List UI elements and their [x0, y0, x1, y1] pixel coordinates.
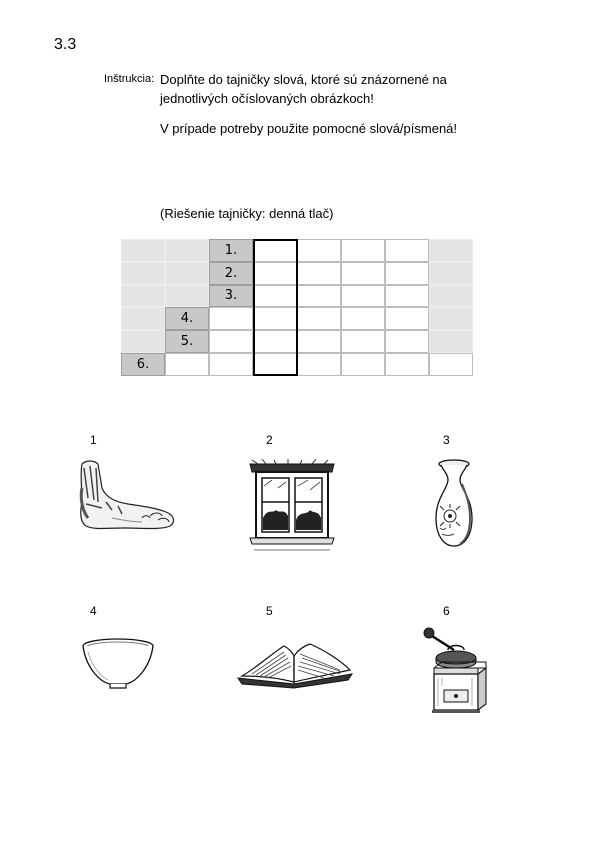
answer-cell[interactable] — [165, 353, 209, 376]
grid-shade-cell — [121, 262, 165, 285]
clue-number-5: 5. — [165, 330, 209, 353]
grid-shade-cell — [121, 285, 165, 308]
answer-cell[interactable] — [297, 239, 341, 262]
answer-cell[interactable] — [253, 330, 297, 353]
instruction-line-2: jednotlivých očíslovaných obrázkoch! — [160, 91, 374, 106]
grid-shade-cell — [429, 330, 473, 353]
answer-cell[interactable] — [209, 307, 253, 330]
answer-cell[interactable] — [341, 262, 385, 285]
answer-cell[interactable] — [385, 307, 429, 330]
answer-cell[interactable] — [297, 307, 341, 330]
clue-number-4: 4. — [165, 307, 209, 330]
instruction-line-3: V prípade potreby použite pomocné slová/písmená! — [160, 121, 458, 136]
clue-number-3: 3. — [209, 285, 253, 308]
grid-shade-cell — [165, 262, 209, 285]
clue-number-6: 6. — [121, 353, 165, 376]
picture-number-5: 5 — [266, 604, 273, 618]
answer-cell[interactable] — [253, 353, 297, 376]
answer-cell[interactable] — [385, 330, 429, 353]
grid-shade-cell — [121, 239, 165, 262]
grid-shade-cell — [165, 285, 209, 308]
instruction-line-1: Doplňte do tajničky slová, ktoré sú znázornené na — [160, 72, 447, 87]
answer-cell[interactable] — [341, 285, 385, 308]
answer-cell[interactable] — [341, 353, 385, 376]
vase-icon — [432, 458, 476, 550]
open-book-icon — [236, 640, 354, 688]
grid-shade-cell — [429, 285, 473, 308]
answer-cell[interactable] — [253, 307, 297, 330]
grid-shade-cell — [429, 239, 473, 262]
coffee-grinder-icon — [418, 624, 494, 716]
answer-cell[interactable] — [297, 262, 341, 285]
answer-cell[interactable] — [341, 239, 385, 262]
answer-cell[interactable] — [209, 330, 253, 353]
crossword-grid — [121, 239, 473, 376]
foot-icon — [72, 458, 178, 532]
answer-cell[interactable] — [385, 239, 429, 262]
grid-shade-cell — [121, 330, 165, 353]
answer-cell[interactable] — [297, 285, 341, 308]
answer-cell[interactable] — [253, 239, 297, 262]
solution-note: (Riešenie tajničky: denná tlač) — [160, 206, 334, 221]
section-number: 3.3 — [54, 36, 77, 53]
answer-cell[interactable] — [253, 285, 297, 308]
grid-shade-cell — [429, 262, 473, 285]
grid-shade-cell — [121, 307, 165, 330]
answer-cell[interactable] — [253, 262, 297, 285]
answer-cell[interactable] — [429, 353, 473, 376]
clue-number-2: 2. — [209, 262, 253, 285]
answer-cell[interactable] — [385, 285, 429, 308]
answer-cell[interactable] — [385, 353, 429, 376]
window-icon — [248, 458, 336, 556]
picture-number-4: 4 — [90, 604, 97, 618]
answer-cell[interactable] — [341, 307, 385, 330]
answer-cell[interactable] — [209, 353, 253, 376]
grid-shade-cell — [429, 307, 473, 330]
answer-cell[interactable] — [341, 330, 385, 353]
grid-shade-cell — [165, 239, 209, 262]
answer-cell[interactable] — [297, 353, 341, 376]
picture-number-1: 1 — [90, 433, 97, 447]
bowl-icon — [80, 636, 156, 692]
picture-number-3: 3 — [443, 433, 450, 447]
answer-cell[interactable] — [297, 330, 341, 353]
clue-number-1: 1. — [209, 239, 253, 262]
instruction-label: Inštrukcia: — [104, 73, 155, 85]
picture-number-2: 2 — [266, 433, 273, 447]
picture-number-6: 6 — [443, 604, 450, 618]
answer-cell[interactable] — [385, 262, 429, 285]
